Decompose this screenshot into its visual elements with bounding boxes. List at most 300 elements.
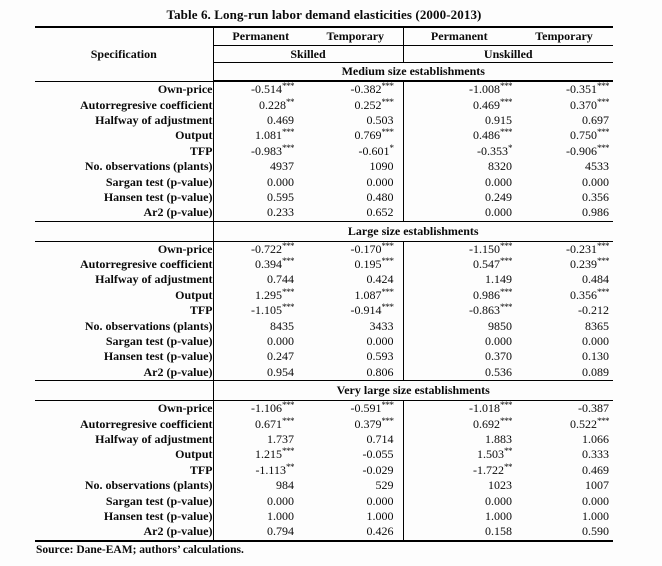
value-number: 1090 bbox=[369, 159, 394, 174]
table-row bbox=[35, 447, 613, 462]
cell-value bbox=[308, 144, 403, 159]
value-number: 0.000 bbox=[582, 174, 609, 189]
value-number: -0.514 bbox=[251, 82, 282, 97]
significance-stars: * bbox=[389, 142, 394, 153]
significance-stars: *** bbox=[381, 415, 394, 426]
row-label: TFP bbox=[35, 463, 213, 478]
significance-stars: *** bbox=[282, 142, 294, 153]
cell-value bbox=[515, 272, 613, 287]
cell-value bbox=[403, 303, 515, 318]
value-number: 0.356 bbox=[570, 287, 597, 302]
significance-stars: *** bbox=[597, 142, 609, 153]
significance-stars: *** bbox=[500, 96, 512, 107]
significance-stars: ** bbox=[286, 96, 294, 107]
table-row bbox=[35, 416, 613, 431]
value-number: 0.480 bbox=[366, 189, 394, 204]
table-row bbox=[35, 257, 613, 272]
cell-value bbox=[515, 113, 613, 128]
value-number: 0.986 bbox=[473, 287, 500, 302]
significance-stars: *** bbox=[597, 240, 609, 251]
table-row bbox=[35, 334, 613, 349]
significance-stars: *** bbox=[381, 302, 394, 313]
cell-value bbox=[403, 97, 515, 112]
cell-value bbox=[515, 318, 613, 333]
cell-value bbox=[308, 205, 403, 221]
significance-stars: *** bbox=[282, 81, 294, 92]
value-number: 0.000 bbox=[267, 334, 294, 349]
value-number: -1.018 bbox=[469, 401, 500, 416]
cell-value bbox=[213, 288, 308, 303]
cell-value bbox=[515, 416, 613, 431]
value-number: -0.170 bbox=[350, 241, 382, 256]
value-number: 4533 bbox=[585, 159, 609, 174]
value-number: 1.087 bbox=[354, 287, 382, 302]
value-number: 0.379 bbox=[354, 416, 382, 431]
value-number: 0.426 bbox=[366, 524, 394, 539]
value-number: 0.356 bbox=[582, 189, 609, 204]
significance-stars: *** bbox=[381, 400, 394, 411]
significance-stars: *** bbox=[597, 96, 609, 107]
significance-stars: *** bbox=[597, 127, 609, 138]
row-label: Halfway of adjustment bbox=[35, 432, 213, 447]
group-header-unskilled: Unskilled bbox=[403, 46, 613, 63]
cell-value bbox=[213, 334, 308, 349]
value-number: 0.000 bbox=[267, 493, 294, 508]
table-row bbox=[35, 241, 613, 257]
value-number: 3433 bbox=[369, 318, 394, 333]
cell-value bbox=[403, 144, 515, 159]
significance-stars: *** bbox=[597, 256, 609, 267]
cell-value bbox=[403, 524, 515, 540]
value-number: 0.000 bbox=[485, 493, 512, 508]
cell-value bbox=[515, 493, 613, 508]
significance-stars: *** bbox=[381, 240, 394, 251]
row-label: Autorregresive coefficient bbox=[35, 97, 213, 112]
cell-value bbox=[515, 174, 613, 189]
value-number: 1.737 bbox=[267, 432, 294, 446]
cell-value bbox=[308, 478, 403, 493]
table-row bbox=[35, 128, 613, 143]
cell-value bbox=[515, 303, 613, 318]
cell-value bbox=[403, 174, 515, 189]
cell-value bbox=[213, 174, 308, 189]
significance-stars: *** bbox=[500, 415, 512, 426]
table-body bbox=[35, 81, 613, 541]
cell-value bbox=[403, 463, 515, 478]
table-row bbox=[35, 318, 613, 333]
row-label: No. observations (plants) bbox=[35, 478, 213, 493]
value-number: 0.252 bbox=[354, 97, 382, 112]
row-label: Ar2 (p-value) bbox=[35, 205, 213, 221]
cell-value bbox=[515, 205, 613, 221]
row-label: Sargan test (p-value) bbox=[35, 334, 213, 349]
cell-value bbox=[308, 463, 403, 478]
col-header-permanent-unskilled: Permanent bbox=[403, 27, 515, 46]
value-number: 0.915 bbox=[485, 112, 512, 127]
value-number: 0.000 bbox=[366, 334, 394, 349]
table-row bbox=[35, 144, 613, 159]
value-number: 0.536 bbox=[485, 364, 512, 379]
cell-value bbox=[308, 303, 403, 318]
cell-value bbox=[515, 159, 613, 174]
significance-stars: *** bbox=[381, 96, 394, 107]
value-number: -0.382 bbox=[350, 82, 382, 97]
row-label: Hansen test (p-value) bbox=[35, 190, 213, 205]
cell-value bbox=[308, 288, 403, 303]
cell-value bbox=[213, 524, 308, 540]
value-number: 1.883 bbox=[485, 432, 512, 446]
header-row-contract-type bbox=[35, 27, 613, 46]
value-number: 0.671 bbox=[255, 416, 282, 431]
cell-value bbox=[213, 365, 308, 381]
row-label: Halfway of adjustment bbox=[35, 272, 213, 287]
value-number: 0.000 bbox=[366, 174, 394, 189]
cell-value bbox=[403, 205, 515, 221]
cell-value bbox=[515, 128, 613, 143]
value-number: -0.983 bbox=[251, 143, 282, 158]
value-number: 0.089 bbox=[582, 364, 609, 379]
value-number: -0.231 bbox=[566, 241, 597, 256]
value-number: 1.000 bbox=[582, 508, 609, 523]
table-row bbox=[35, 401, 613, 417]
cell-value bbox=[213, 128, 308, 143]
cell-value bbox=[213, 159, 308, 174]
section-header-row bbox=[35, 381, 613, 401]
value-number: 0.769 bbox=[354, 128, 382, 143]
table-header bbox=[35, 27, 613, 81]
significance-stars: *** bbox=[381, 286, 394, 297]
col-header-temporary-unskilled: Temporary bbox=[515, 27, 613, 46]
cell-value bbox=[403, 257, 515, 272]
row-label: Output bbox=[35, 447, 213, 462]
value-number: 4937 bbox=[270, 159, 294, 174]
significance-stars: *** bbox=[597, 81, 609, 92]
value-number: 8435 bbox=[270, 318, 294, 333]
table-row bbox=[35, 524, 613, 540]
value-number: -0.351 bbox=[566, 82, 597, 97]
cell-value bbox=[403, 159, 515, 174]
cell-value bbox=[308, 190, 403, 205]
cell-value bbox=[308, 241, 403, 257]
significance-stars: *** bbox=[500, 286, 512, 297]
row-label: TFP bbox=[35, 303, 213, 318]
value-number: 0.000 bbox=[582, 493, 609, 508]
cell-value bbox=[308, 81, 403, 97]
col-header-permanent-skilled: Permanent bbox=[213, 27, 308, 46]
value-number: 0.744 bbox=[267, 272, 294, 287]
cell-value bbox=[403, 113, 515, 128]
value-number: 0.394 bbox=[255, 257, 282, 272]
value-number: -0.055 bbox=[362, 447, 394, 462]
table-row bbox=[35, 97, 613, 112]
value-number: 0.954 bbox=[267, 364, 294, 379]
cell-value bbox=[213, 493, 308, 508]
value-number: 1.066 bbox=[582, 432, 609, 446]
cell-value bbox=[515, 463, 613, 478]
row-label: Ar2 (p-value) bbox=[35, 365, 213, 381]
cell-value bbox=[213, 416, 308, 431]
value-number: 0.794 bbox=[267, 524, 294, 539]
section-left-cell bbox=[35, 221, 213, 241]
significance-stars: *** bbox=[500, 81, 512, 92]
section-header: Large size establishments bbox=[213, 221, 613, 241]
cell-value bbox=[403, 493, 515, 508]
significance-stars: *** bbox=[597, 415, 609, 426]
significance-stars: ** bbox=[504, 461, 512, 472]
table-row bbox=[35, 288, 613, 303]
cell-value bbox=[515, 241, 613, 257]
value-number: -1.150 bbox=[469, 241, 500, 256]
cell-value bbox=[213, 190, 308, 205]
row-label: Own-price bbox=[35, 241, 213, 257]
value-number: -1.105 bbox=[251, 303, 282, 318]
group-header-skilled: Skilled bbox=[213, 46, 403, 63]
table-row bbox=[35, 159, 613, 174]
value-number: 0.247 bbox=[267, 349, 294, 364]
cell-value bbox=[515, 365, 613, 381]
row-label: Halfway of adjustment bbox=[35, 113, 213, 128]
value-number: 1.295 bbox=[255, 287, 282, 302]
value-number: 0.692 bbox=[473, 416, 500, 431]
row-label: No. observations (plants) bbox=[35, 159, 213, 174]
row-label: Autorregresive coefficient bbox=[35, 257, 213, 272]
cell-value bbox=[308, 113, 403, 128]
cell-value bbox=[308, 401, 403, 417]
value-number: 0.590 bbox=[582, 524, 609, 539]
value-number: 0.000 bbox=[267, 174, 294, 189]
cell-value bbox=[515, 509, 613, 524]
cell-value bbox=[308, 318, 403, 333]
document-page bbox=[0, 7, 662, 566]
cell-value bbox=[403, 190, 515, 205]
cell-value bbox=[213, 349, 308, 364]
value-number: 0.484 bbox=[582, 272, 609, 287]
value-number: 1.000 bbox=[485, 508, 512, 523]
significance-stars: *** bbox=[500, 127, 512, 138]
row-label: Ar2 (p-value) bbox=[35, 524, 213, 540]
cell-value bbox=[213, 432, 308, 447]
value-number: 0.593 bbox=[366, 349, 394, 364]
row-label: Sargan test (p-value) bbox=[35, 174, 213, 189]
cell-value bbox=[515, 334, 613, 349]
value-number: 0.986 bbox=[582, 205, 609, 220]
significance-stars: *** bbox=[381, 127, 394, 138]
cell-value bbox=[515, 81, 613, 97]
cell-value bbox=[403, 416, 515, 431]
value-number: 1.000 bbox=[267, 508, 294, 523]
value-number: 0.652 bbox=[366, 205, 394, 220]
cell-value bbox=[515, 524, 613, 540]
value-number: 0.503 bbox=[366, 112, 394, 127]
table-row bbox=[35, 478, 613, 493]
cell-value bbox=[308, 365, 403, 381]
cell-value bbox=[515, 447, 613, 462]
cell-value bbox=[308, 128, 403, 143]
value-number: 0.522 bbox=[570, 416, 597, 431]
cell-value bbox=[515, 349, 613, 364]
cell-value bbox=[403, 401, 515, 417]
value-number: -0.029 bbox=[362, 462, 394, 477]
significance-stars: *** bbox=[282, 256, 294, 267]
significance-stars: *** bbox=[282, 302, 294, 313]
row-label: Output bbox=[35, 288, 213, 303]
value-number: 0.469 bbox=[582, 462, 609, 477]
significance-stars: *** bbox=[500, 302, 512, 313]
cell-value bbox=[308, 272, 403, 287]
significance-stars: ** bbox=[286, 461, 294, 472]
value-number: 0.249 bbox=[485, 189, 512, 204]
value-number: 984 bbox=[276, 478, 294, 493]
cell-value bbox=[403, 128, 515, 143]
value-number: 1.149 bbox=[485, 272, 512, 287]
table-row bbox=[35, 509, 613, 524]
cell-value bbox=[515, 97, 613, 112]
table-row bbox=[35, 205, 613, 221]
table-row bbox=[35, 81, 613, 97]
cell-value bbox=[308, 349, 403, 364]
cell-value bbox=[213, 401, 308, 417]
value-number: 0.714 bbox=[366, 432, 394, 446]
cell-value bbox=[308, 159, 403, 174]
significance-stars: *** bbox=[381, 256, 394, 267]
cell-value bbox=[308, 334, 403, 349]
value-number: 1.503 bbox=[477, 447, 504, 462]
value-number: 0.469 bbox=[267, 112, 294, 127]
row-label: No. observations (plants) bbox=[35, 318, 213, 333]
value-number: 0.469 bbox=[473, 97, 500, 112]
cell-value bbox=[213, 303, 308, 318]
section-header-medium: Medium size establishments bbox=[213, 63, 613, 82]
cell-value bbox=[515, 257, 613, 272]
cell-value bbox=[308, 493, 403, 508]
cell-value bbox=[213, 97, 308, 112]
cell-value bbox=[403, 288, 515, 303]
value-number: 0.000 bbox=[582, 334, 609, 349]
table-row bbox=[35, 113, 613, 128]
row-label: Autorregresive coefficient bbox=[35, 416, 213, 431]
table-row bbox=[35, 190, 613, 205]
col-header-temporary-skilled: Temporary bbox=[308, 27, 403, 46]
cell-value bbox=[213, 144, 308, 159]
source-note: Source: Dane-EAM; authors’ calculations. bbox=[36, 543, 244, 556]
value-number: 0.195 bbox=[354, 257, 382, 272]
row-label: TFP bbox=[35, 144, 213, 159]
value-number: 0.000 bbox=[485, 334, 512, 349]
value-number: 1.081 bbox=[255, 128, 282, 143]
cell-value bbox=[213, 447, 308, 462]
value-number: 0.228 bbox=[259, 97, 286, 112]
cell-value bbox=[308, 432, 403, 447]
cell-value bbox=[308, 524, 403, 540]
cell-value bbox=[213, 478, 308, 493]
cell-value bbox=[308, 257, 403, 272]
cell-value bbox=[213, 463, 308, 478]
significance-stars: *** bbox=[381, 81, 394, 92]
cell-value bbox=[403, 81, 515, 97]
value-number: -0.863 bbox=[469, 303, 500, 318]
value-number: 0.486 bbox=[473, 128, 500, 143]
significance-stars: *** bbox=[500, 240, 512, 251]
cell-value bbox=[403, 432, 515, 447]
value-number: 0.158 bbox=[485, 524, 512, 539]
value-number: 0.547 bbox=[473, 257, 500, 272]
significance-stars: *** bbox=[282, 446, 294, 457]
value-number: 0.697 bbox=[582, 112, 609, 127]
value-number: 1.000 bbox=[366, 508, 394, 523]
value-number: -0.212 bbox=[578, 303, 609, 318]
cell-value bbox=[403, 272, 515, 287]
table-title: Table 6. Long-run labor demand elasticities (2000-2013) bbox=[166, 7, 482, 22]
cell-value bbox=[213, 241, 308, 257]
significance-stars: *** bbox=[282, 240, 294, 251]
value-number: 0.233 bbox=[267, 205, 294, 220]
significance-stars: * bbox=[508, 142, 512, 153]
cell-value bbox=[308, 416, 403, 431]
cell-value bbox=[403, 509, 515, 524]
cell-value bbox=[403, 318, 515, 333]
cell-value bbox=[308, 174, 403, 189]
significance-stars: *** bbox=[282, 415, 294, 426]
value-number: 0.000 bbox=[366, 493, 394, 508]
table-row bbox=[35, 174, 613, 189]
value-number: 529 bbox=[375, 478, 394, 493]
table-row bbox=[35, 349, 613, 364]
value-number: -0.353 bbox=[477, 143, 508, 158]
table-row bbox=[35, 493, 613, 508]
value-number: -1.722 bbox=[473, 462, 504, 477]
value-number: 1007 bbox=[585, 478, 609, 493]
row-label: Output bbox=[35, 128, 213, 143]
cell-value bbox=[515, 401, 613, 417]
value-number: 0.424 bbox=[366, 272, 394, 287]
section-left-cell bbox=[35, 381, 213, 401]
value-number: 0.806 bbox=[366, 364, 394, 379]
significance-stars: *** bbox=[282, 286, 294, 297]
value-number: -1.008 bbox=[469, 82, 500, 97]
value-number: 0.000 bbox=[485, 174, 512, 189]
cell-value bbox=[213, 257, 308, 272]
value-number: -0.387 bbox=[578, 401, 609, 416]
value-number: 8320 bbox=[488, 159, 512, 174]
value-number: -0.906 bbox=[566, 143, 597, 158]
value-number: 0.370 bbox=[485, 349, 512, 364]
cell-value bbox=[403, 478, 515, 493]
table-row bbox=[35, 365, 613, 381]
section-header-row bbox=[35, 221, 613, 241]
cell-value bbox=[515, 190, 613, 205]
significance-stars: ** bbox=[504, 446, 512, 457]
row-label: Hansen test (p-value) bbox=[35, 349, 213, 364]
value-number: 0.000 bbox=[485, 205, 512, 220]
cell-value bbox=[403, 349, 515, 364]
significance-stars: *** bbox=[282, 400, 294, 411]
cell-value bbox=[515, 144, 613, 159]
cell-value bbox=[308, 97, 403, 112]
value-number: 0.333 bbox=[582, 447, 609, 462]
cell-value bbox=[308, 509, 403, 524]
cell-value bbox=[213, 113, 308, 128]
value-number: 0.370 bbox=[570, 97, 597, 112]
value-number: 0.750 bbox=[570, 128, 597, 143]
value-number: -0.601 bbox=[358, 143, 390, 158]
cell-value bbox=[213, 509, 308, 524]
table-row bbox=[35, 272, 613, 287]
cell-value bbox=[213, 205, 308, 221]
value-number: -1.113 bbox=[255, 462, 286, 477]
cell-value bbox=[213, 318, 308, 333]
value-number: 1.215 bbox=[255, 447, 282, 462]
row-label: Hansen test (p-value) bbox=[35, 509, 213, 524]
